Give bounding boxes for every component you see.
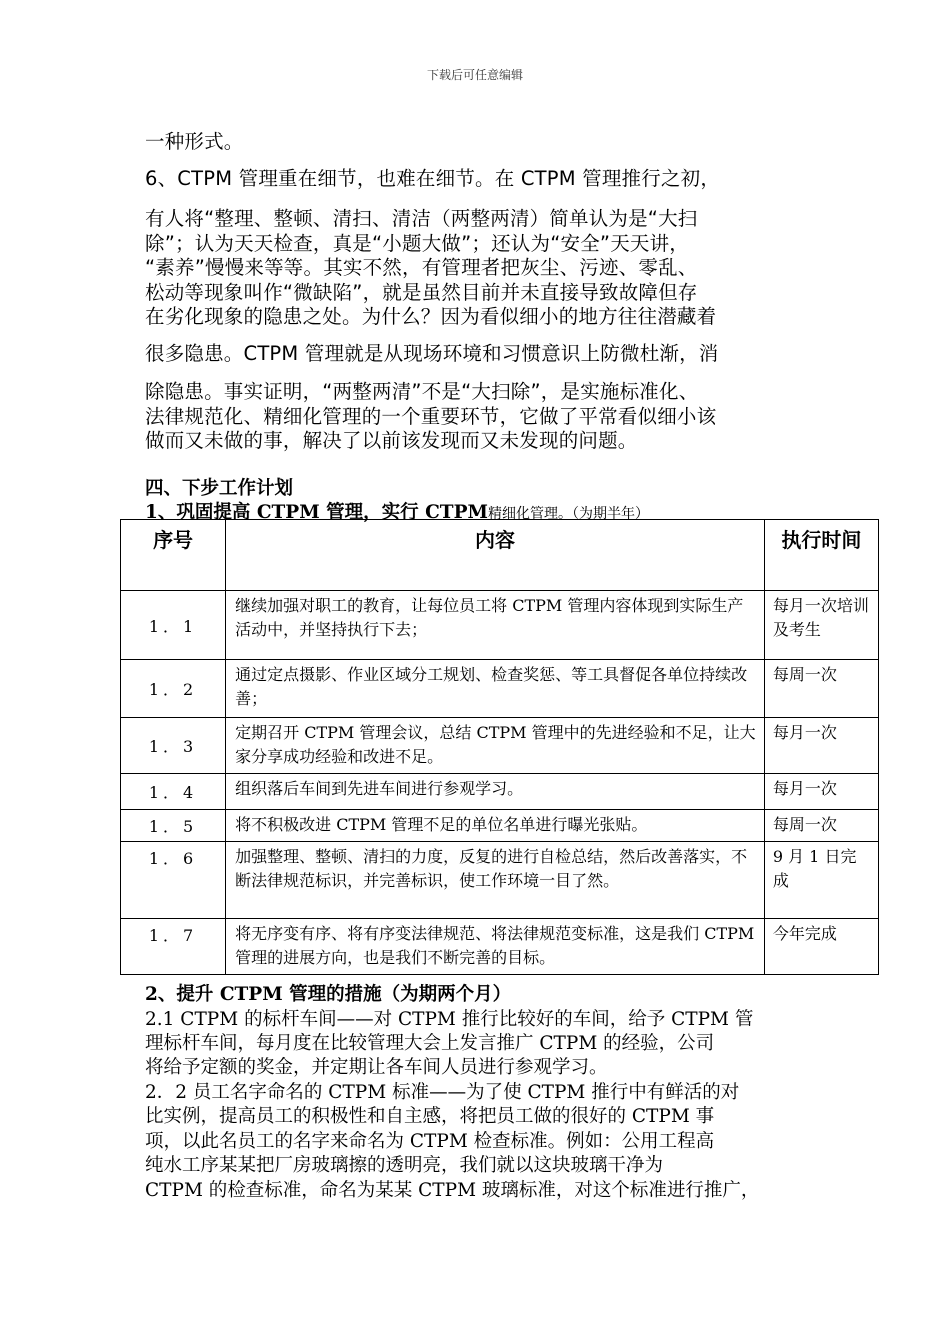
row-number: 1．1: [121, 591, 226, 660]
text-line: 纯水工序某某把厂房玻璃擦的透明亮，我们就以这块玻璃干净为: [145, 1155, 664, 1176]
row-time: 每周一次: [764, 660, 878, 718]
row-number: 1．2: [121, 660, 226, 718]
text-line: 法律规范化、精细化管理的一个重要环节，它做了平常看似细小该: [145, 405, 717, 428]
row-number: 1．4: [121, 774, 226, 810]
text-line: 松动等现象叫作“微缺陷”，就是虽然目前并未直接导致故障但存: [145, 281, 698, 304]
header-number: 序号: [121, 520, 226, 591]
row-content: 通过定点摄影、作业区域分工规划、检查奖惩、等工具督促各单位持续改善；: [226, 660, 765, 718]
row-number: 1．5: [121, 810, 226, 842]
table-row: [121, 919, 879, 975]
section-title: 四、下步工作计划: [145, 478, 294, 499]
table-row: [121, 842, 879, 919]
text-line: 将给予定额的奖金，并定期让各车间人员进行参观学习。: [145, 1057, 608, 1078]
header-content: 内容: [226, 520, 765, 591]
text-line: 一种形式。: [145, 130, 244, 153]
table-row: [121, 810, 879, 842]
row-number: 1．7: [121, 919, 226, 975]
text-line: 2.1 CTPM 的标杆车间——对 CTPM 推行比较好的车间，给予 CTPM 管: [145, 1009, 754, 1030]
table-row: [121, 591, 879, 660]
row-time: 每月一次培训及考生: [764, 591, 878, 660]
table-header-row: [121, 520, 879, 591]
table-row: [121, 774, 879, 810]
text-line: 理标杆车间，每月度在比较管理大会上发言推广 CTPM 的经验，公司: [145, 1033, 715, 1054]
text-line: CTPM 的检查标准，命名为某某 CTPM 玻璃标准，对这个标准进行推广，: [145, 1180, 760, 1201]
text-line: 做而又未做的事，解决了以前该发现而又未发现的问题。: [145, 429, 638, 452]
row-content: 加强整理、整顿、清扫的力度，反复的进行自检总结，然后改善落实，不断法律规范标识，并完善标识，使工作环境一目了然。: [226, 842, 765, 919]
subsection-2-title: 2、提升 CTPM 管理的措施（为期两个月）: [145, 984, 512, 1005]
row-time: 今年完成: [764, 919, 878, 975]
row-number: 1．6: [121, 842, 226, 919]
text-line: 在劣化现象的隐患之处。为什么？因为看似细小的地方往往潜藏着: [145, 305, 717, 328]
row-time: 每周一次: [764, 810, 878, 842]
subsection-1-bold: 1、巩固提高 CTPM 管理，实行 CTPM: [145, 502, 488, 523]
text-line: 除隐患。事实证明，“两整两清”不是“大扫除”，是实施标准化、: [145, 380, 699, 403]
subsection-1-note: 精细化管理。（为期半年）: [487, 506, 649, 522]
row-time: 每月一次: [764, 774, 878, 810]
text-line: 6、CTPM 管理重在细节，也难在细节。在 CTPM 管理推行之初，: [145, 167, 721, 190]
table-row: [121, 718, 879, 774]
row-content: 定期召开 CTPM 管理会议，总结 CTPM 管理中的先进经验和不足，让大家分享成功经验和改进不足。: [226, 718, 765, 774]
row-time: 9 月 1 日完成: [764, 842, 878, 919]
row-content: 将不积极改进 CTPM 管理不足的单位名单进行曝光张贴。: [226, 810, 765, 842]
text-line: “素养”慢慢来等等。其实不然，有管理者把灰尘、污迹、零乱、: [145, 256, 698, 279]
text-line: 有人将“整理、整顿、清扫、清洁（两整两清）简单认为是“大扫: [145, 207, 698, 230]
text-line: 2．2 员工名字命名的 CTPM 标准——为了使 CTPM 推行中有鲜活的对: [145, 1082, 740, 1103]
table-row: [121, 660, 879, 718]
text-line: 很多隐患。CTPM 管理就是从现场环境和习惯意识上防微杜渐，消: [145, 342, 719, 365]
row-content: 将无序变有序、将有序变法律规范、将法律规范变标准，这是我们 CTPM 管理的进展方向，也是我们不断完善的目标。: [226, 919, 765, 975]
page-header: 下载后可任意编辑: [426, 68, 523, 82]
row-time: 每月一次: [764, 718, 878, 774]
text-line: 除”；认为天天检查，真是“小题大做”；还认为“安全”天天讲，: [145, 232, 690, 255]
row-content: 组织落后车间到先进车间进行参观学习。: [226, 774, 765, 810]
row-content: 继续加强对职工的教育，让每位员工将 CTPM 管理内容体现到实际生产活动中，并坚持执行下去；: [226, 591, 765, 660]
work-plan-table: [120, 519, 879, 975]
row-number: 1．3: [121, 718, 226, 774]
header-time: 执行时间: [764, 520, 878, 591]
text-line: 比实例，提高员工的积极性和自主感，将把员工做的很好的 CTPM 事: [145, 1106, 715, 1127]
text-line: 项，以此名员工的名字来命名为 CTPM 检查标准。例如：公用工程高: [145, 1131, 715, 1152]
